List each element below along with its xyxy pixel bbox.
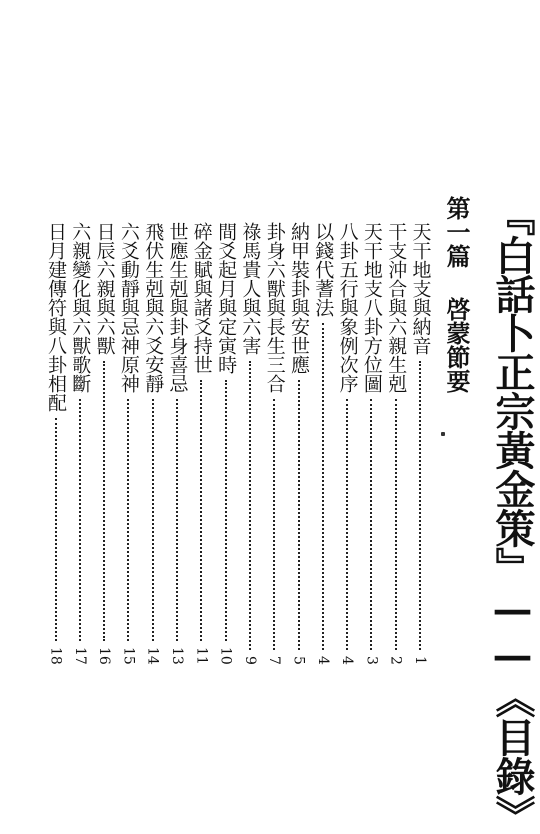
toc-entry-page: 11 bbox=[193, 647, 210, 665]
toc-entry-page: 9 bbox=[241, 656, 258, 665]
dot-leader bbox=[298, 380, 300, 650]
dot-leader bbox=[249, 361, 251, 650]
toc-entry-page: 4 bbox=[339, 656, 356, 665]
toc-entry-page: 5 bbox=[290, 656, 307, 665]
dot-leader bbox=[273, 399, 275, 650]
toc-entry[interactable] bbox=[93, 222, 115, 665]
dot-leader bbox=[419, 361, 421, 650]
dot-leader bbox=[103, 361, 105, 641]
dot-leader bbox=[55, 418, 57, 641]
toc-entry-page: 7 bbox=[266, 656, 283, 665]
toc-entry[interactable] bbox=[69, 222, 91, 665]
dot-leader bbox=[200, 380, 202, 641]
toc-entry-page: 10 bbox=[217, 647, 234, 665]
toc-entry[interactable] bbox=[190, 222, 212, 665]
toc-entry[interactable] bbox=[385, 222, 407, 665]
toc-entry-title: 日月建傳符與八卦相配 bbox=[45, 222, 67, 412]
toc-entry-title: 天干地支八卦方位圖 bbox=[360, 222, 383, 393]
toc-entry[interactable] bbox=[288, 222, 310, 665]
toc-entry[interactable] bbox=[409, 222, 431, 665]
toc-entry[interactable] bbox=[166, 222, 188, 665]
toc-entry-title: 納甲裝卦與安世應 bbox=[288, 222, 310, 374]
toc-entry[interactable] bbox=[336, 222, 358, 665]
toc-entry-page: 3 bbox=[363, 656, 380, 665]
toc-entry-title: 卦身六獸與長生三合 bbox=[263, 222, 286, 393]
print-speck bbox=[441, 432, 445, 436]
toc-entry[interactable] bbox=[360, 222, 382, 665]
toc-entry-page: 16 bbox=[96, 647, 113, 665]
toc-entry-title: 天干地支與納音 bbox=[409, 222, 432, 355]
toc-entry-title: 間爻起月與定寅時 bbox=[215, 222, 238, 374]
dot-leader bbox=[346, 399, 348, 650]
dot-leader bbox=[225, 380, 227, 641]
toc-entry-page: 18 bbox=[47, 647, 64, 665]
toc-entry-page: 2 bbox=[387, 656, 404, 665]
toc-entry-title: 干支沖合與六親生剋 bbox=[385, 222, 408, 393]
toc-entry[interactable] bbox=[142, 222, 164, 665]
dot-leader bbox=[176, 399, 178, 641]
toc-entry-title: 以錢代蓍法 bbox=[312, 222, 335, 317]
toc-entry[interactable] bbox=[239, 222, 261, 665]
book-title: 『白話卜正宗黃金策』——《目錄》 bbox=[489, 196, 536, 834]
toc-entry-page: 1 bbox=[412, 656, 428, 665]
chapter-heading: 第一篇 啓蒙節要 bbox=[442, 196, 471, 393]
dot-leader bbox=[395, 399, 397, 650]
toc-entry[interactable] bbox=[117, 222, 139, 665]
toc-entry-title: 世應生剋與卦身喜忌 bbox=[166, 222, 189, 393]
dot-leader bbox=[370, 399, 372, 650]
toc-entry-title: 六親變化與六獸歌斷 bbox=[69, 222, 92, 393]
toc-entry-title: 飛伏生剋與六爻安靜 bbox=[142, 222, 165, 393]
dot-leader bbox=[79, 399, 81, 641]
toc-entry[interactable] bbox=[215, 222, 237, 665]
toc-entry-page: 13 bbox=[169, 647, 185, 665]
toc-entry-title: 六爻動靜與忌神原神 bbox=[117, 222, 140, 393]
toc-entry[interactable] bbox=[312, 222, 334, 665]
toc-entry-page: 17 bbox=[71, 647, 88, 665]
dot-leader bbox=[127, 399, 129, 641]
toc-entry[interactable] bbox=[45, 222, 67, 665]
toc-entry-title: 八卦五行與象例次序 bbox=[336, 222, 359, 393]
toc-entry-page: 14 bbox=[144, 647, 161, 665]
toc-entry-title: 日辰六親與六獸 bbox=[93, 222, 116, 355]
dot-leader bbox=[152, 399, 154, 641]
toc-entry-title: 祿馬貴人與六害 bbox=[239, 222, 262, 355]
toc-entry[interactable] bbox=[263, 222, 285, 665]
toc-entry-page: 15 bbox=[120, 647, 137, 665]
toc-entry-page: 4 bbox=[314, 656, 331, 665]
dot-leader bbox=[322, 323, 324, 650]
toc-entry-title: 碎金賦與諸爻持世 bbox=[190, 222, 213, 374]
